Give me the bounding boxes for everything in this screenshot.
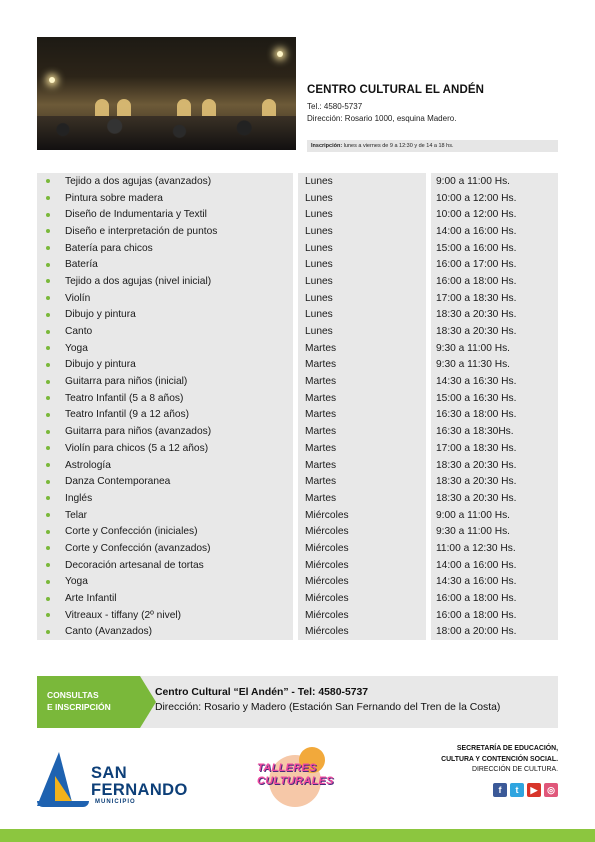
course-name: Tejido a dos agujas (nivel inicial) (65, 275, 212, 287)
course-name: Astrología (65, 459, 111, 471)
bullet-icon (46, 563, 50, 567)
secretaria-line3: DIRECCIÓN DE CULTURA. (471, 766, 558, 773)
course-time: 16:30 a 18:00 Hs. (431, 407, 558, 424)
course-day: Martes (298, 457, 426, 474)
youtube-icon[interactable]: ▶ (527, 783, 541, 797)
schedule-row (37, 357, 558, 374)
consultas-tag (37, 676, 140, 728)
bullet-icon (46, 196, 50, 200)
course-name-cell (37, 390, 293, 407)
course-time: 14:00 a 16:00 Hs. (431, 223, 558, 240)
course-name: Batería para chicos (65, 242, 153, 254)
secretaria-text1: SECRETARÍA DE EDUCACIÓN, (456, 745, 558, 752)
course-name-cell (37, 423, 293, 440)
course-time: 18:30 a 20:30 Hs. (431, 323, 558, 340)
schedule-row (37, 240, 558, 257)
consultas-address: Dirección: Rosario y Madero (Estación San Fernando del Tren de la Costa) (155, 702, 501, 713)
schedule-row (37, 256, 558, 273)
course-time: 17:00 a 18:30 Hs. (431, 290, 558, 307)
course-name: Batería (65, 259, 98, 271)
course-day: Martes (298, 423, 426, 440)
inscripcion-label: Inscripción: (311, 143, 343, 149)
bullet-icon (46, 213, 50, 217)
course-name-cell (37, 223, 293, 240)
consultas-box (37, 676, 558, 728)
wave-icon (37, 801, 89, 807)
course-name: Decoración artesanal de tortas (65, 559, 204, 571)
course-time: 16:30 a 18:30Hs. (431, 423, 558, 440)
course-day: Martes (298, 440, 426, 457)
course-name-cell (37, 490, 293, 507)
course-day: Miércoles (298, 574, 426, 591)
culturales-word: CULTURALES (257, 775, 334, 787)
course-name-cell (37, 407, 293, 424)
venue-tel: Tel.: 4580-5737 (307, 102, 363, 111)
course-day: Lunes (298, 307, 426, 324)
schedule-row (37, 507, 558, 524)
course-time: 16:00 a 18:00 Hs. (431, 590, 558, 607)
course-name: Canto (Avanzados) (65, 626, 153, 638)
schedule-row (37, 607, 558, 624)
schedule-row (37, 273, 558, 290)
course-time: 9:00 a 11:00 Hs. (431, 507, 558, 524)
logo-line1: SAN (91, 764, 128, 782)
bullet-icon (46, 613, 50, 617)
course-time: 15:00 a 16:30 Hs. (431, 390, 558, 407)
course-name-cell (37, 540, 293, 557)
course-name-cell (37, 240, 293, 257)
course-time: 14:30 a 16:30 Hs. (431, 373, 558, 390)
course-time: 14:00 a 16:00 Hs. (431, 557, 558, 574)
course-day: Martes (298, 473, 426, 490)
course-time: 9:00 a 11:00 Hs. (431, 173, 558, 190)
schedule-row (37, 457, 558, 474)
schedule-row (37, 206, 558, 223)
bullet-icon (46, 413, 50, 417)
schedule-row (37, 624, 558, 641)
schedule-row (37, 340, 558, 357)
course-day: Martes (298, 340, 426, 357)
course-time: 18:00 a 20:00 Hs. (431, 624, 558, 641)
venue-address: Dirección: Rosario 1000, esquina Madero. (307, 114, 457, 123)
schedule-row (37, 423, 558, 440)
course-name: Guitarra para niños (inicial) (65, 376, 188, 388)
consultas-line1 (155, 685, 500, 700)
course-name: Violín (65, 292, 91, 304)
course-name-cell (37, 590, 293, 607)
bullet-icon (46, 246, 50, 250)
inscripcion-text: lunes a viernes de 9 a 12:30 y de 14 a 18 hs. (342, 143, 454, 149)
course-day: Lunes (298, 256, 426, 273)
bullet-icon (46, 530, 50, 534)
bullet-icon (46, 513, 50, 517)
course-name-cell (37, 457, 293, 474)
course-name: Guitarra para niños (avanzados) (65, 426, 212, 438)
course-name: Diseño de Indumentaria y Textil (65, 209, 207, 221)
secretaria-text2: CULTURA Y CONTENCIÓN SOCIAL. (441, 755, 558, 763)
course-name-cell (37, 523, 293, 540)
talleres-word: TALLERES (257, 762, 317, 774)
schedule-row (37, 557, 558, 574)
bullet-icon (46, 480, 50, 484)
secretaria-line2 (358, 755, 558, 766)
schedule-row (37, 223, 558, 240)
schedule-row (37, 307, 558, 324)
course-time: 14:30 a 16:00 Hs. (431, 574, 558, 591)
course-day: Miércoles (298, 590, 426, 607)
bullet-icon (46, 330, 50, 334)
course-name: Inglés (65, 492, 93, 504)
footer-bar (0, 829, 595, 842)
consultas-tag-line1: CONSULTAS (47, 690, 99, 700)
bullet-icon (46, 296, 50, 300)
bullet-icon (46, 229, 50, 233)
course-day: Martes (298, 407, 426, 424)
inscripcion-hours (307, 140, 558, 152)
course-day: Lunes (298, 173, 426, 190)
course-name-cell (37, 557, 293, 574)
course-day: Lunes (298, 223, 426, 240)
course-time: 17:00 a 18:30 Hs. (431, 440, 558, 457)
bullet-icon (46, 313, 50, 317)
course-name-cell (37, 340, 293, 357)
venue-title: CENTRO CULTURAL EL ANDÉN (307, 84, 485, 96)
course-day: Miércoles (298, 607, 426, 624)
course-day: Lunes (298, 240, 426, 257)
venue-photo (37, 37, 296, 150)
course-name-cell (37, 273, 293, 290)
course-time: 9:30 a 11:00 Hs. (431, 523, 558, 540)
course-day: Miércoles (298, 557, 426, 574)
bullet-icon (46, 179, 50, 183)
course-name-cell (37, 507, 293, 524)
lamp (49, 77, 55, 83)
course-name: Dibujo y pintura (65, 309, 136, 321)
schedule-row (37, 473, 558, 490)
bullet-icon (46, 630, 50, 634)
course-day: Miércoles (298, 540, 426, 557)
course-name: Vitreaux - tiffany (2º nivel) (65, 609, 182, 621)
course-name-cell (37, 290, 293, 307)
course-time: 16:00 a 17:00 Hs. (431, 256, 558, 273)
bullet-icon (46, 279, 50, 283)
course-name: Diseño e interpretación de puntos (65, 225, 218, 237)
lamp (277, 51, 283, 57)
schedule-row (37, 490, 558, 507)
course-name: Dibujo y pintura (65, 359, 136, 371)
bullet-icon (46, 597, 50, 601)
course-name: Yoga (65, 342, 88, 354)
course-time: 18:30 a 20:30 Hs. (431, 473, 558, 490)
course-name-cell (37, 190, 293, 207)
secretaria-line1 (358, 744, 558, 755)
course-time: 9:30 a 11:00 Hs. (431, 340, 558, 357)
course-day: Miércoles (298, 624, 426, 641)
course-day: Lunes (298, 290, 426, 307)
bullet-icon (46, 430, 50, 434)
course-name: Telar (65, 509, 88, 521)
course-day: Lunes (298, 190, 426, 207)
course-name-cell (37, 440, 293, 457)
course-name: Pintura sobre madera (65, 192, 163, 204)
course-time: 18:30 a 20:30 Hs. (431, 307, 558, 324)
course-name: Tejido a dos agujas (avanzados) (65, 175, 212, 187)
course-name-cell (37, 473, 293, 490)
course-time: 10:00 a 12:00 Hs. (431, 190, 558, 207)
course-time: 15:00 a 16:00 Hs. (431, 240, 558, 257)
talleres-culturales-logo (255, 745, 334, 811)
logo-line2: FERNANDO (91, 781, 188, 799)
course-name-cell (37, 206, 293, 223)
bullet-icon (46, 346, 50, 350)
course-name-cell (37, 624, 293, 641)
course-day: Martes (298, 390, 426, 407)
bullet-icon (46, 463, 50, 467)
course-name: Violín para chicos (5 a 12 años) (65, 442, 209, 454)
facebook-icon[interactable]: f (493, 783, 507, 797)
course-name-cell (37, 173, 293, 190)
course-name: Teatro Infantil (5 a 8 años) (65, 392, 184, 404)
social-icons (493, 783, 558, 797)
consultas-tel: - Tel: 4580-5737 (288, 687, 369, 698)
schedule-row (37, 323, 558, 340)
schedule-row (37, 407, 558, 424)
bullet-icon (46, 446, 50, 450)
logo-line3: MUNICIPIO (95, 799, 136, 805)
course-name: Teatro Infantil (9 a 12 años) (65, 409, 190, 421)
course-day: Martes (298, 373, 426, 390)
twitter-icon[interactable]: t (510, 783, 524, 797)
bullet-icon (46, 546, 50, 550)
course-day: Lunes (298, 273, 426, 290)
course-name: Canto (65, 326, 93, 338)
course-name: Danza Contemporanea (65, 476, 171, 488)
schedule-row (37, 590, 558, 607)
course-time: 9:30 a 11:30 Hs. (431, 357, 558, 374)
secretaria-block (358, 744, 558, 776)
course-day: Lunes (298, 323, 426, 340)
course-time: 11:00 a 12:30 Hs. (431, 540, 558, 557)
course-name-cell (37, 357, 293, 374)
course-time: 18:30 a 20:30 Hs. (431, 490, 558, 507)
arrow-shape (140, 676, 156, 728)
venue-info (307, 84, 567, 125)
course-name-cell (37, 307, 293, 324)
schedule-row (37, 540, 558, 557)
san-fernando-logo (37, 752, 187, 810)
course-day: Lunes (298, 206, 426, 223)
bullet-icon (46, 263, 50, 267)
course-name-cell (37, 323, 293, 340)
course-name-cell (37, 607, 293, 624)
schedule-row (37, 373, 558, 390)
course-time: 10:00 a 12:00 Hs. (431, 206, 558, 223)
course-time: 18:30 a 20:30 Hs. (431, 457, 558, 474)
bullet-icon (46, 363, 50, 367)
course-name: Corte y Confección (avanzados) (65, 542, 211, 554)
instagram-icon[interactable]: ◎ (544, 783, 558, 797)
schedule-row (37, 440, 558, 457)
course-name: Arte Infantil (65, 593, 117, 605)
course-name-cell (37, 373, 293, 390)
crowd (37, 116, 296, 150)
bullet-icon (46, 580, 50, 584)
consultas-info (155, 685, 500, 715)
schedule-row (37, 173, 558, 190)
course-day: Miércoles (298, 523, 426, 540)
schedule-row (37, 390, 558, 407)
course-day: Martes (298, 490, 426, 507)
consultas-venue: Centro Cultural “El Andén” (155, 687, 289, 698)
course-name: Corte y Confección (iniciales) (65, 526, 198, 538)
schedule-table (37, 173, 558, 640)
course-day: Miércoles (298, 507, 426, 524)
course-day: Martes (298, 357, 426, 374)
course-time: 16:00 a 18:00 Hs. (431, 607, 558, 624)
schedule-row (37, 190, 558, 207)
bullet-icon (46, 380, 50, 384)
schedule-row (37, 574, 558, 591)
bullet-icon (46, 496, 50, 500)
schedule-row (37, 523, 558, 540)
consultas-tag-line2: E INSCRIPCIÓN (47, 701, 111, 712)
bullet-icon (46, 396, 50, 400)
course-name-cell (37, 574, 293, 591)
schedule-row (37, 290, 558, 307)
course-name: Yoga (65, 576, 88, 588)
course-name-cell (37, 256, 293, 273)
course-time: 16:00 a 18:00 Hs. (431, 273, 558, 290)
